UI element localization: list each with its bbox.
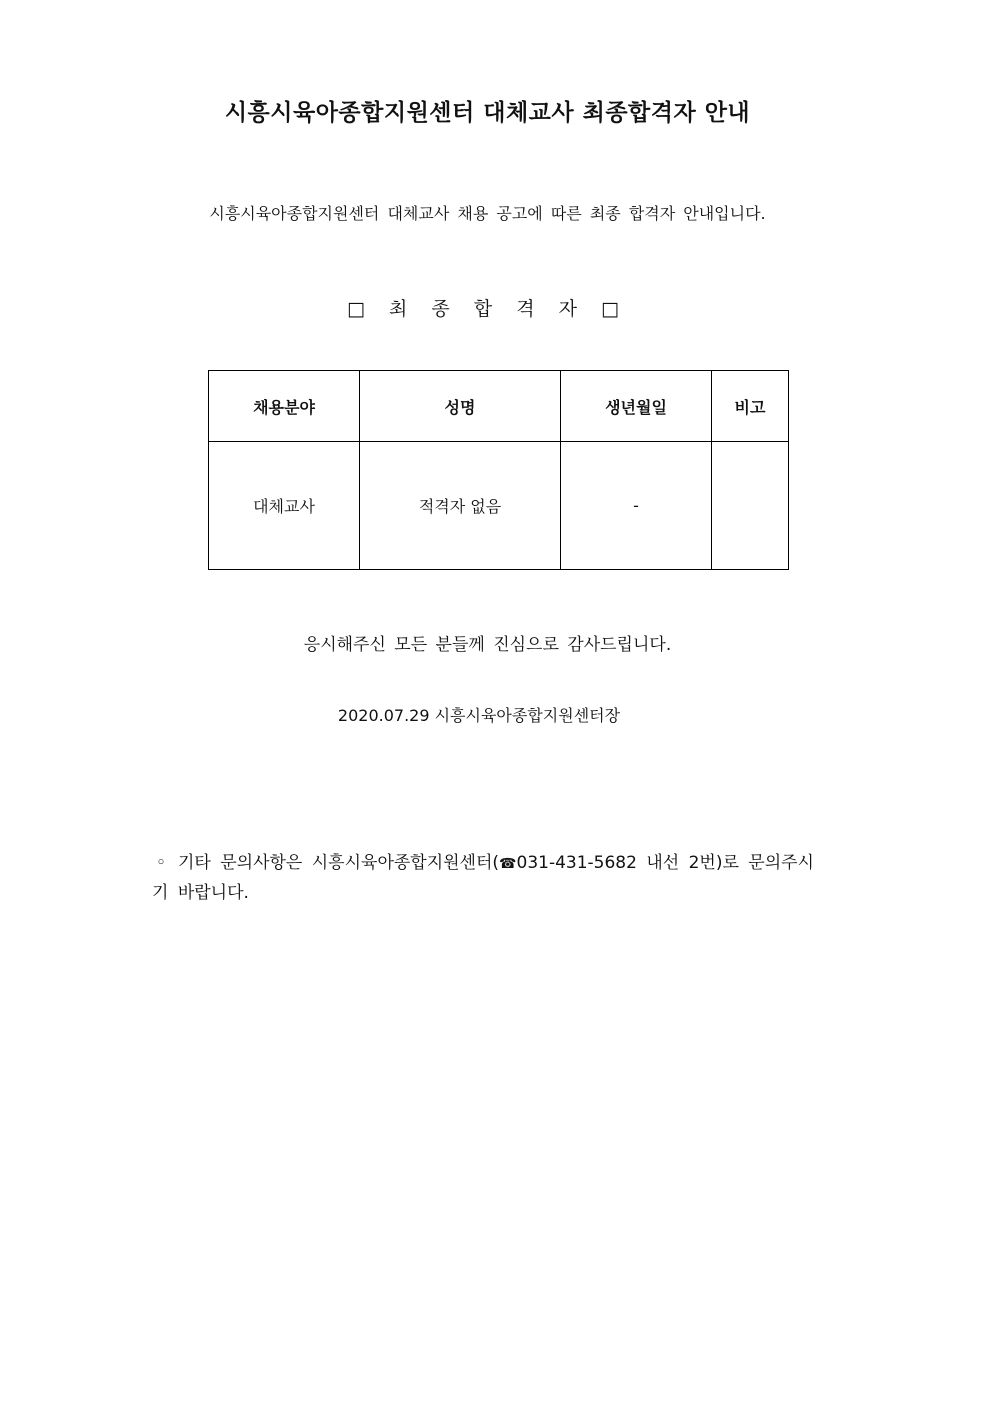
header-name: 성명 [360, 371, 561, 442]
header-birthdate: 생년월일 [561, 371, 712, 442]
contact-note [152, 849, 832, 908]
document-title: 시흥시육아종합지원센터 대체교사 최종합격자 안내 [224, 100, 751, 126]
results-table [208, 370, 789, 570]
contact-line-1 [152, 849, 832, 879]
intro-text: 시흥시육아종합지원센터 대체교사 채용 공고에 따른 최종 합격자 안내입니다. [209, 204, 766, 223]
table-header-row [209, 371, 789, 442]
cell-note [712, 442, 789, 570]
header-note: 비고 [712, 371, 789, 442]
header-field: 채용분야 [209, 371, 360, 442]
bullet-icon: ◦ [156, 853, 167, 873]
contact-line-2: 기 바랍니다. [152, 883, 249, 903]
signature-line: 2020.07.29 시흥시육아종합지원센터장 [337, 706, 621, 725]
table-row [209, 442, 789, 570]
cell-field: 대체교사 [209, 442, 360, 570]
phone-icon: ☎ [499, 856, 517, 872]
thanks-text: 응시해주신 모든 분들께 진심으로 감사드립니다. [303, 635, 672, 655]
contact-prefix: 기타 문의사항은 시흥시육아종합지원센터( [178, 853, 500, 873]
contact-phone: 031-431-5682 내선 2번)로 문의주시 [516, 853, 814, 873]
section-heading: □ 최 종 합 격 자 □ [347, 298, 628, 320]
cell-birthdate: - [561, 442, 712, 570]
cell-name: 적격자 없음 [360, 442, 561, 570]
